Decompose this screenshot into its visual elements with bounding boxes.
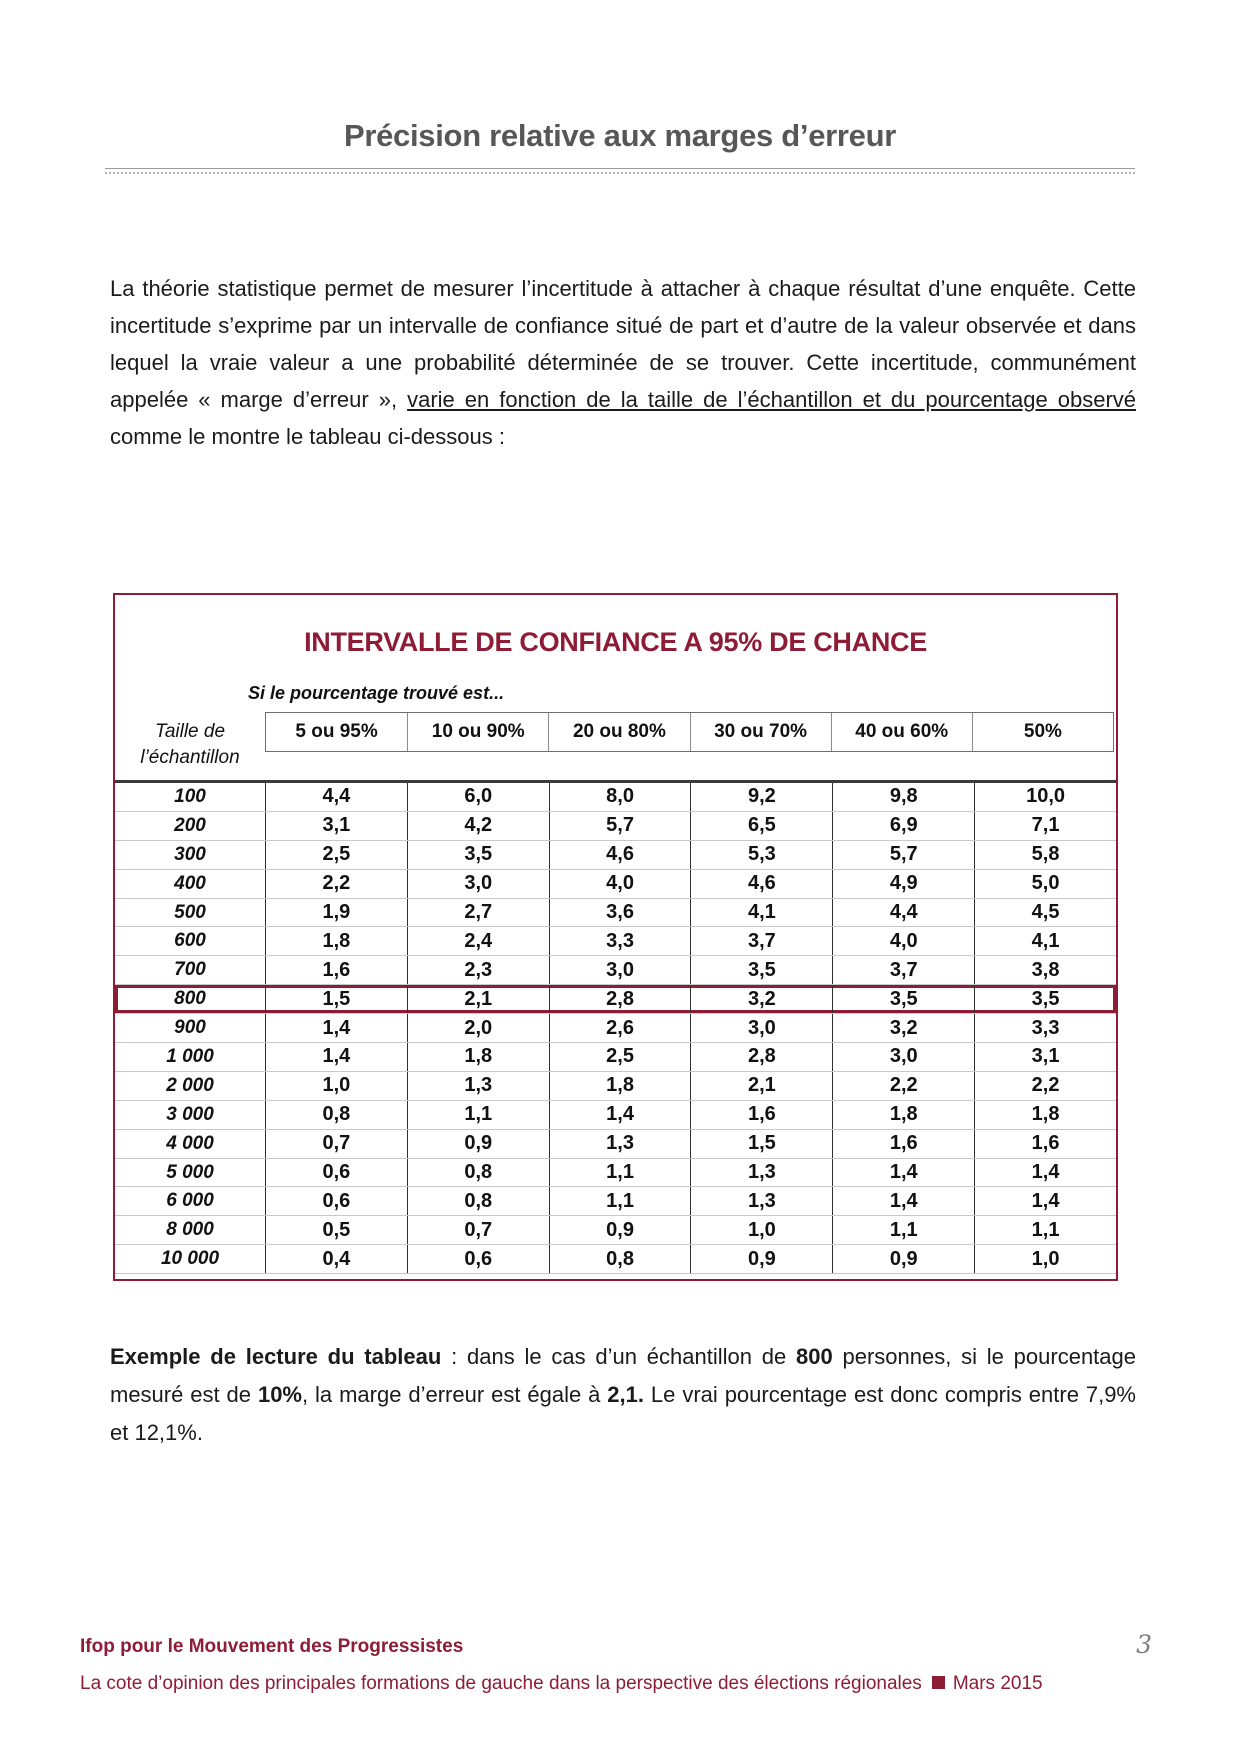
sample-size-cell: 600 bbox=[174, 930, 206, 952]
margin-of-error-cell: 1,5 bbox=[690, 1130, 832, 1158]
margin-of-error-cell: 1,9 bbox=[265, 899, 407, 927]
margin-of-error-cell: 1,8 bbox=[265, 927, 407, 955]
sample-size-cell: 8 000 bbox=[166, 1219, 214, 1241]
margin-of-error-cell: 0,9 bbox=[832, 1245, 974, 1273]
margin-of-error-cell: 2,3 bbox=[407, 956, 549, 984]
margin-of-error-cell: 1,6 bbox=[832, 1130, 974, 1158]
margin-of-error-cell: 0,8 bbox=[549, 1245, 691, 1273]
margin-of-error-cell: 10,0 bbox=[974, 783, 1116, 811]
margin-of-error-cell: 9,8 bbox=[832, 783, 974, 811]
sample-size-cell: 500 bbox=[174, 901, 206, 923]
margin-of-error-cell: 1,4 bbox=[265, 1043, 407, 1071]
row-header bbox=[115, 712, 265, 778]
title-divider bbox=[105, 168, 1135, 174]
margin-of-error-cell: 2,2 bbox=[832, 1072, 974, 1100]
margin-of-error-cell: 3,0 bbox=[549, 956, 691, 984]
column-header: 30 ou 70% bbox=[690, 713, 831, 751]
footer-date: Mars 2015 bbox=[952, 1673, 1043, 1694]
margin-of-error-cell: 4,5 bbox=[974, 899, 1116, 927]
margin-of-error-cell: 3,1 bbox=[974, 1043, 1116, 1071]
table-row bbox=[115, 783, 1116, 812]
row-header-line1: Taille de bbox=[154, 721, 226, 742]
sample-size-cell: 900 bbox=[174, 1017, 206, 1039]
margin-of-error-cell: 4,6 bbox=[690, 870, 832, 898]
column-header: 20 ou 80% bbox=[548, 713, 689, 751]
example-paragraph bbox=[110, 1338, 1136, 1452]
margin-of-error-cell: 4,6 bbox=[549, 841, 691, 869]
margin-of-error-cell: 0,9 bbox=[549, 1216, 691, 1244]
bold-text-segment: 2,1. bbox=[607, 1382, 644, 1407]
table-row bbox=[115, 812, 1116, 841]
footer-source: Ifop pour le Mouvement des Progressistes bbox=[80, 1636, 464, 1657]
sample-size-cell: 3 000 bbox=[166, 1103, 214, 1125]
margin-of-error-cell: 1,3 bbox=[549, 1130, 691, 1158]
footer-study-title bbox=[80, 1673, 1170, 1695]
margin-of-error-cell: 1,0 bbox=[690, 1216, 832, 1244]
sample-size-cell: 4 000 bbox=[166, 1132, 214, 1154]
table-row-highlighted bbox=[115, 985, 1116, 1014]
bold-text-segment: Exemple de lecture du tableau bbox=[110, 1344, 442, 1369]
margin-of-error-cell: 5,3 bbox=[690, 841, 832, 869]
margin-of-error-cell: 4,1 bbox=[690, 899, 832, 927]
margin-of-error-cell: 0,6 bbox=[407, 1245, 549, 1273]
margin-of-error-cell: 3,3 bbox=[549, 927, 691, 955]
bold-text-segment: 10% bbox=[257, 1382, 302, 1407]
column-header: 50% bbox=[972, 713, 1113, 751]
margin-of-error-cell: 3,5 bbox=[407, 841, 549, 869]
margin-of-error-cell: 5,0 bbox=[974, 870, 1116, 898]
margin-of-error-cell: 3,3 bbox=[974, 1014, 1116, 1042]
table-row bbox=[115, 870, 1116, 899]
column-header: 5 ou 95% bbox=[295, 721, 378, 742]
margin-of-error-cell: 3,0 bbox=[832, 1043, 974, 1071]
table-subtitle: Si le pourcentage trouvé est... bbox=[248, 683, 505, 703]
table-title: INTERVALLE DE CONFIANCE A 95% DE CHANCE bbox=[304, 627, 927, 657]
margin-of-error-cell: 0,7 bbox=[265, 1130, 407, 1158]
margin-of-error-cell: 1,4 bbox=[265, 1014, 407, 1042]
margin-of-error-cell: 0,7 bbox=[407, 1216, 549, 1244]
margin-of-error-cell: 4,1 bbox=[974, 927, 1116, 955]
margin-of-error-cell: 0,8 bbox=[407, 1159, 549, 1187]
table-row bbox=[115, 1043, 1116, 1072]
margin-of-error-cell: 4,4 bbox=[265, 783, 407, 811]
underlined-text-segment: varie en fonction de la taille de l’échantillon et du pourcentage observé bbox=[407, 387, 1136, 412]
sample-size-cell: 700 bbox=[174, 959, 206, 981]
margin-of-error-cell: 1,6 bbox=[974, 1130, 1116, 1158]
margin-of-error-cell: 3,2 bbox=[690, 985, 832, 1013]
sample-size-cell: 800 bbox=[174, 988, 206, 1010]
margin-of-error-cell: 2,8 bbox=[690, 1043, 832, 1071]
margin-of-error-cell: 1,1 bbox=[974, 1216, 1116, 1244]
sample-size-cell: 400 bbox=[174, 872, 206, 894]
margin-of-error-cell: 3,7 bbox=[690, 927, 832, 955]
margin-of-error-cell: 1,1 bbox=[549, 1159, 691, 1187]
margin-of-error-cell: 1,4 bbox=[832, 1187, 974, 1215]
footer-study-text: La cote d’opinion des principales formations de gauche dans la perspective des élections régionales bbox=[80, 1673, 922, 1694]
sample-size-cell: 6 000 bbox=[166, 1190, 214, 1212]
margin-of-error-cell: 1,5 bbox=[265, 985, 407, 1013]
margin-of-error-cell: 8,0 bbox=[549, 783, 691, 811]
margin-of-error-cell: 2,7 bbox=[407, 899, 549, 927]
table-row bbox=[115, 1072, 1116, 1101]
square-bullet-icon bbox=[932, 1676, 945, 1689]
margin-of-error-cell: 1,8 bbox=[974, 1101, 1116, 1129]
margin-of-error-cell: 2,1 bbox=[407, 985, 549, 1013]
margin-of-error-cell: 1,3 bbox=[407, 1072, 549, 1100]
margin-of-error-cell: 1,4 bbox=[974, 1187, 1116, 1215]
margin-of-error-cell: 2,5 bbox=[265, 841, 407, 869]
margin-of-error-cell: 7,1 bbox=[974, 812, 1116, 840]
margin-of-error-cell: 3,8 bbox=[974, 956, 1116, 984]
margin-of-error-cell: 6,9 bbox=[832, 812, 974, 840]
margin-of-error-cell: 3,0 bbox=[407, 870, 549, 898]
table-row bbox=[115, 956, 1116, 985]
table-row bbox=[115, 1159, 1116, 1188]
table-row bbox=[115, 1187, 1116, 1216]
margin-of-error-cell: 4,0 bbox=[549, 870, 691, 898]
column-header: 10 ou 90% bbox=[407, 713, 548, 751]
text-segment: , la marge d’erreur est égale à bbox=[302, 1382, 608, 1407]
margin-of-error-cell: 5,8 bbox=[974, 841, 1116, 869]
sample-size-cell: 100 bbox=[174, 785, 206, 807]
margin-of-error-cell: 2,0 bbox=[407, 1014, 549, 1042]
sample-size-cell: 300 bbox=[174, 843, 206, 865]
margin-of-error-cell: 4,4 bbox=[832, 899, 974, 927]
margin-of-error-cell: 3,5 bbox=[974, 985, 1116, 1013]
margin-of-error-cell: 2,4 bbox=[407, 927, 549, 955]
sample-size-cell: 200 bbox=[174, 814, 206, 836]
margin-of-error-cell: 0,6 bbox=[265, 1159, 407, 1187]
margin-of-error-cell: 0,8 bbox=[265, 1101, 407, 1129]
margin-of-error-cell: 1,3 bbox=[690, 1159, 832, 1187]
margin-of-error-cell: 5,7 bbox=[832, 841, 974, 869]
margin-of-error-cell: 2,1 bbox=[690, 1072, 832, 1100]
margin-of-error-cell: 2,2 bbox=[265, 870, 407, 898]
margin-of-error-cell: 1,3 bbox=[690, 1187, 832, 1215]
margin-of-error-cell: 2,5 bbox=[549, 1043, 691, 1071]
margin-of-error-cell: 3,5 bbox=[690, 956, 832, 984]
margin-of-error-cell: 0,9 bbox=[407, 1130, 549, 1158]
text-segment: La théorie statistique permet de mesurer l’incertitude à attacher à chaque résultat d’une enquête. Cette incertitude s’exprime par un intervalle de confiance situé de part et d’autre de la valeur observée et dans lequel la vraie valeur a une probabilité déterminée de se trouver. Cette incertitude, communément appelée « marge d’erreur », bbox=[110, 276, 1136, 412]
text-segment: Le vrai pourcentage est donc compris entre 7,9% et 12,1%. bbox=[110, 1382, 1136, 1445]
margin-of-error-cell: 0,8 bbox=[407, 1187, 549, 1215]
margin-of-error-cell: 1,4 bbox=[549, 1101, 691, 1129]
table-body bbox=[115, 783, 1116, 1274]
margin-of-error-cell: 2,8 bbox=[549, 985, 691, 1013]
row-header-line2: l’échantillon bbox=[140, 747, 240, 768]
table-row bbox=[115, 1245, 1116, 1274]
sample-size-cell: 5 000 bbox=[166, 1161, 214, 1183]
table-row bbox=[115, 1216, 1116, 1245]
margin-of-error-cell: 1,0 bbox=[265, 1072, 407, 1100]
table-row bbox=[115, 841, 1116, 870]
bold-text-segment: 800 bbox=[795, 1344, 833, 1369]
margin-of-error-cell: 1,1 bbox=[407, 1101, 549, 1129]
page-title: Précision relative aux marges d’erreur bbox=[343, 118, 897, 153]
intro-paragraph bbox=[110, 270, 1136, 455]
margin-of-error-cell: 1,4 bbox=[974, 1159, 1116, 1187]
sample-size-cell: 1 000 bbox=[166, 1045, 214, 1067]
margin-of-error-cell: 2,2 bbox=[974, 1072, 1116, 1100]
margin-of-error-cell: 0,5 bbox=[265, 1216, 407, 1244]
margin-of-error-cell: 9,2 bbox=[690, 783, 832, 811]
text-segment: comme le montre le tableau ci-dessous : bbox=[110, 424, 505, 449]
text-segment: : dans le cas d’un échantillon de bbox=[441, 1344, 796, 1369]
margin-of-error-cell: 4,9 bbox=[832, 870, 974, 898]
text-segment: personnes, si le pourcentage mesuré est de bbox=[110, 1344, 1136, 1407]
confidence-interval-table bbox=[113, 593, 1118, 1281]
margin-of-error-cell: 3,7 bbox=[832, 956, 974, 984]
page-number: 3 bbox=[1136, 1630, 1152, 1659]
table-row bbox=[115, 1014, 1116, 1043]
margin-of-error-cell: 1,8 bbox=[407, 1043, 549, 1071]
margin-of-error-cell: 6,0 bbox=[407, 783, 549, 811]
margin-of-error-cell: 3,0 bbox=[690, 1014, 832, 1042]
margin-of-error-cell: 1,4 bbox=[832, 1159, 974, 1187]
column-header: 40 ou 60% bbox=[831, 713, 972, 751]
margin-of-error-cell: 3,2 bbox=[832, 1014, 974, 1042]
margin-of-error-cell: 6,5 bbox=[690, 812, 832, 840]
margin-of-error-cell: 4,0 bbox=[832, 927, 974, 955]
margin-of-error-cell: 0,6 bbox=[265, 1187, 407, 1215]
margin-of-error-cell: 1,6 bbox=[690, 1101, 832, 1129]
margin-of-error-cell: 1,8 bbox=[549, 1072, 691, 1100]
margin-of-error-cell: 1,8 bbox=[832, 1101, 974, 1129]
margin-of-error-cell: 1,0 bbox=[974, 1245, 1116, 1273]
margin-of-error-cell: 3,1 bbox=[265, 812, 407, 840]
margin-of-error-cell: 1,1 bbox=[549, 1187, 691, 1215]
margin-of-error-cell: 1,6 bbox=[265, 956, 407, 984]
table-row bbox=[115, 1101, 1116, 1130]
margin-of-error-cell: 0,4 bbox=[265, 1245, 407, 1273]
table-row bbox=[115, 927, 1116, 956]
margin-of-error-cell: 4,2 bbox=[407, 812, 549, 840]
margin-of-error-cell: 3,6 bbox=[549, 899, 691, 927]
table-row bbox=[115, 1130, 1116, 1159]
margin-of-error-cell: 1,1 bbox=[832, 1216, 974, 1244]
sample-size-cell: 2 000 bbox=[166, 1074, 214, 1096]
margin-of-error-cell: 3,5 bbox=[832, 985, 974, 1013]
table-row bbox=[115, 899, 1116, 928]
column-headers bbox=[265, 712, 1114, 752]
margin-of-error-cell: 5,7 bbox=[549, 812, 691, 840]
margin-of-error-cell: 0,9 bbox=[690, 1245, 832, 1273]
sample-size-cell: 10 000 bbox=[160, 1248, 220, 1270]
margin-of-error-cell: 2,6 bbox=[549, 1014, 691, 1042]
